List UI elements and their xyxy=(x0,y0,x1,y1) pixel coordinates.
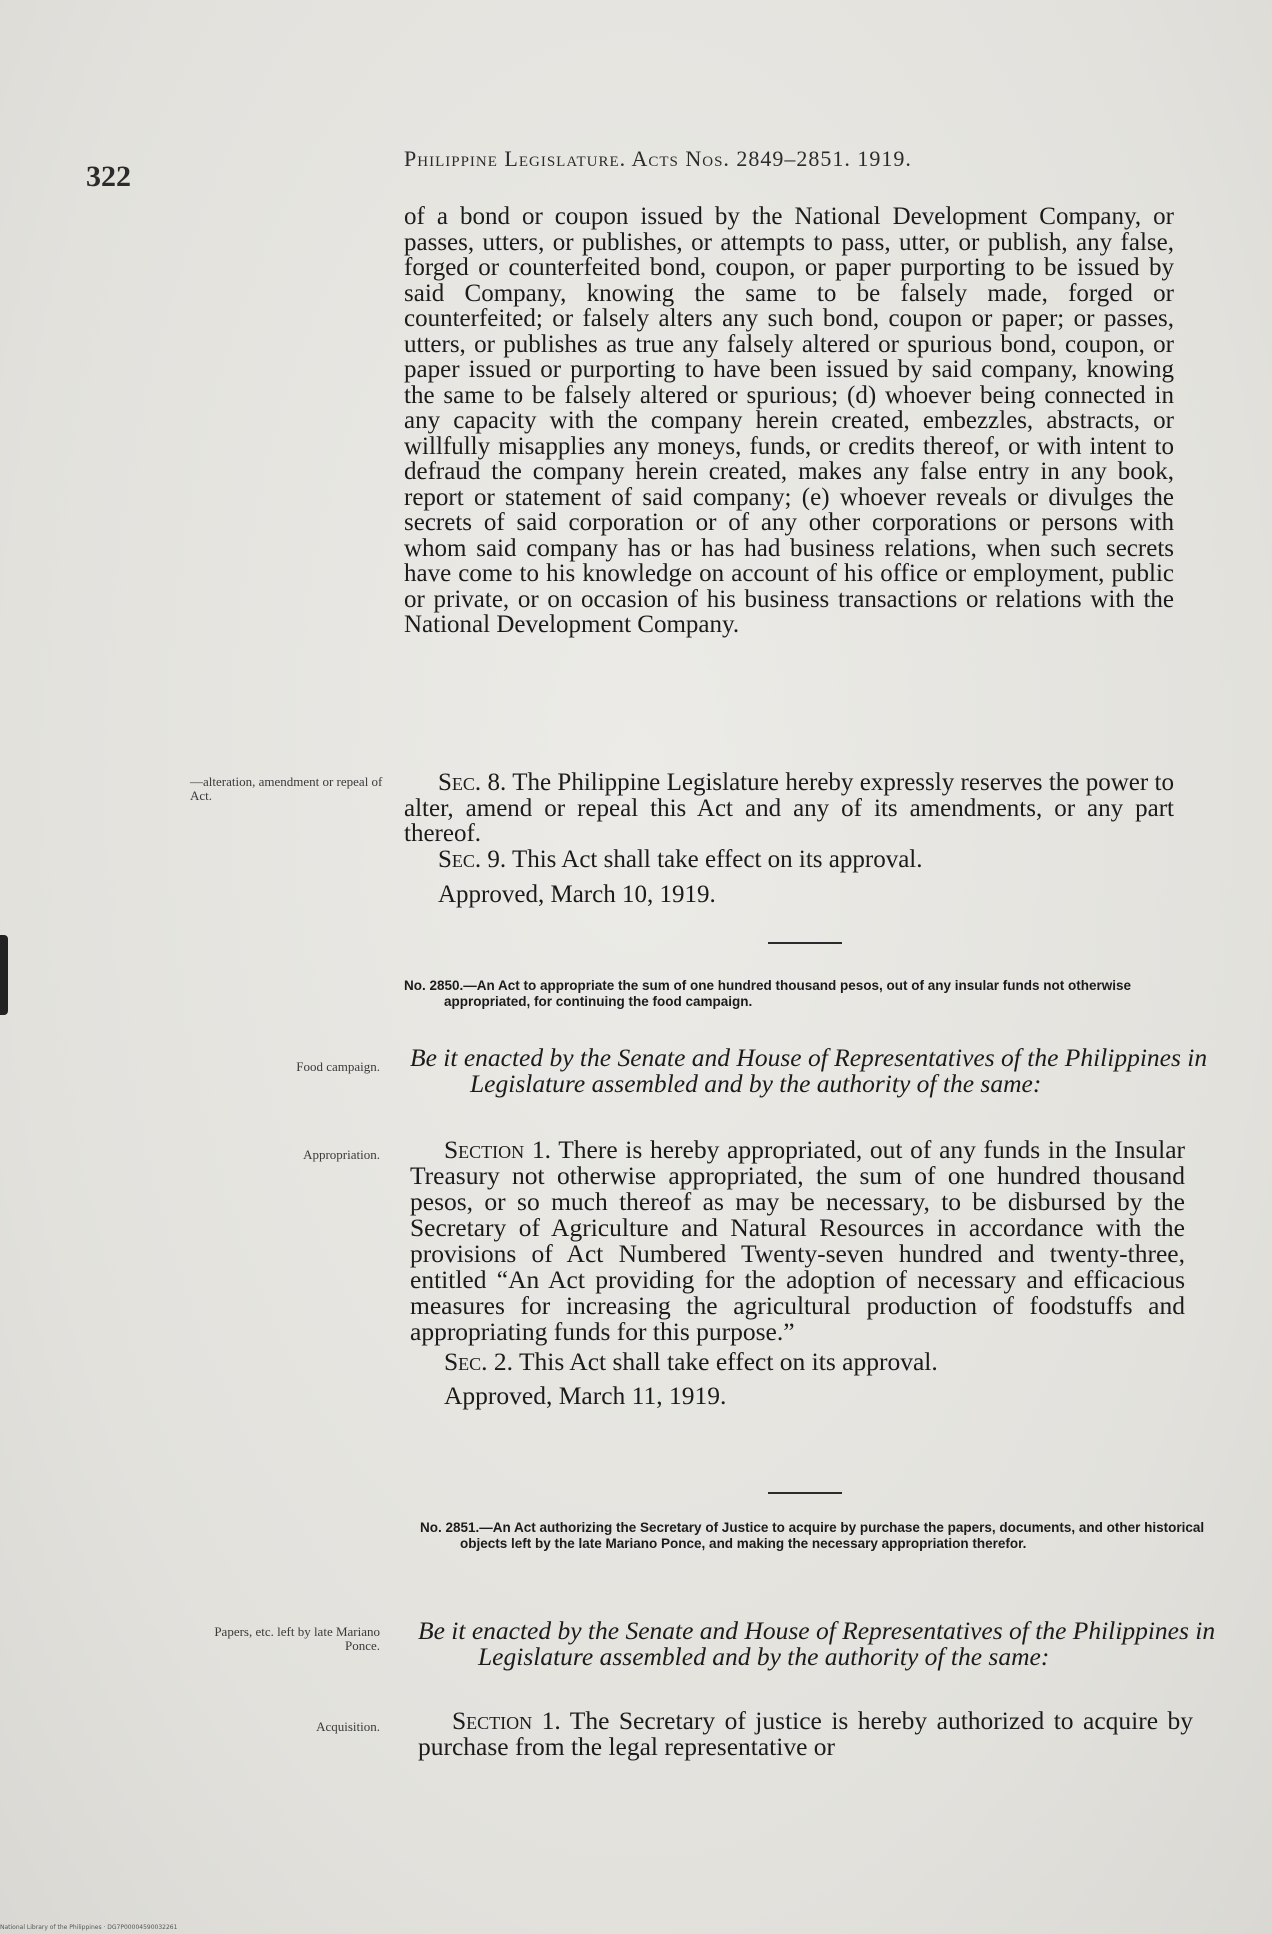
scan-edge-mark xyxy=(0,935,8,1015)
continuation-text: of a bond or coupon issued by the National Development Company, or passes, utters, or publishes, or attempts to pass, utter, or publish, any false, forged or counterfeited bond, coupon, or paper purporting to be issued by said Company, knowing the same to be falsely made, forged or counterfeited; or falsely alters any such bond, coupon or paper; or passes, utters, or publishes as true any falsely altered or spurious bond, coupon, or paper issued or purporting to have been issued by said company, knowing the same to be falsely altered or spurious; (d) whoever being connected in any capacity with the company herein created, embezzles, abstracts, or willfully misapplies any moneys, funds, or credits thereof, or with intent to defraud the company herein created, makes any false entry in any book, report or statement of said company; (e) whoever reveals or divulges the secrets of said corporation or of any other corporations or persons with whom said company has or has had business relations, when such secrets have come to his knowledge on account of his office or employment, public or private, or on occasion of his business transactions or relations with the National Development Company. xyxy=(404,203,1174,638)
section-9-label: Sec. 9. xyxy=(438,845,507,873)
act-2851-section-1-label: Section 1. xyxy=(452,1706,561,1735)
act-2850-section-1 xyxy=(410,1137,1185,1409)
section-8-label: Sec. 8. xyxy=(438,769,507,796)
section-9-text: This Act shall take effect on its approval. xyxy=(511,845,923,873)
act-2850-section-1-label: Section 1. xyxy=(444,1135,551,1164)
section-8-text: The Philippine Legislature hereby expressly reserves the power to alter, amend or repeal this Act and any of its amendments, or any part thereof. xyxy=(404,769,1175,847)
act-2850-section-2-label: Sec. 2. xyxy=(444,1347,514,1376)
act-2851-section-1-text: The Secretary of justice is hereby authorized to acquire by purchase from the legal representative or xyxy=(418,1706,1193,1761)
act-2851-heading: No. 2851.—An Act authorizing the Secretary of Justice to acquire by purchase the papers, documents, and other historical objects left by the late Mariano Ponce, and making the necessary appropriation therefor. xyxy=(420,1520,1205,1551)
approved-2850: Approved, March 11, 1919. xyxy=(444,1381,727,1410)
scan-footer: National Library of the Philippines · DG7P00004590032261 xyxy=(0,1924,178,1931)
section-8 xyxy=(404,770,1174,908)
section-divider xyxy=(768,1492,842,1494)
approved-2849: Approved, March 10, 1919. xyxy=(438,881,716,908)
margin-note-papers: Papers, etc. left by late Mariano Ponce. xyxy=(214,1624,380,1653)
margin-note-appropriation: Appropriation. xyxy=(303,1147,380,1162)
margin-note-food-campaign: Food campaign. xyxy=(296,1059,380,1074)
margin-note-alteration: —alteration, amendment or repeal of Act. xyxy=(190,774,383,803)
act-2850-section-2-text: This Act shall take effect on its approval. xyxy=(518,1347,938,1376)
section-divider xyxy=(768,942,842,944)
act-2851-enacting-clause: Be it enacted by the Senate and House of Representatives of the Philippines in Legislature assembled and by the authority of the same: xyxy=(418,1616,1216,1671)
running-head: Philippine Legislature. Acts Nos. 2849–2851. 1919. xyxy=(404,146,912,171)
continuation-paragraph xyxy=(404,204,1174,638)
page-number: 322 xyxy=(86,160,131,193)
act-2851-section-1 xyxy=(418,1708,1193,1760)
act-2850-heading: No. 2850.—An Act to appropriate the sum of one hundred thousand pesos, out of any insular funds not otherwise appropriated, for continuing the food campaign. xyxy=(404,978,1132,1009)
margin-note-acquisition: Acquisition. xyxy=(316,1719,380,1734)
act-2850-section-1-text: There is hereby appropriated, out of any funds in the Insular Treasury not otherwise appropriated, the sum of one hundred thousand pesos, or so much thereof as may be necessary, to be disbursed by the Secretary of Agriculture and Natural Resources in accordance with the provisions of Act Numbered Twenty-seven hundred and twenty-three, entitled “An Act providing for the adoption of necessary and efficacious measures for increasing the agricultural production of foodstuffs and appropriating funds for this purpose.” xyxy=(410,1135,1186,1346)
act-2850-enacting-clause: Be it enacted by the Senate and House of Representatives of the Philippines in Legislature assembled and by the authority of the same: xyxy=(410,1043,1208,1098)
